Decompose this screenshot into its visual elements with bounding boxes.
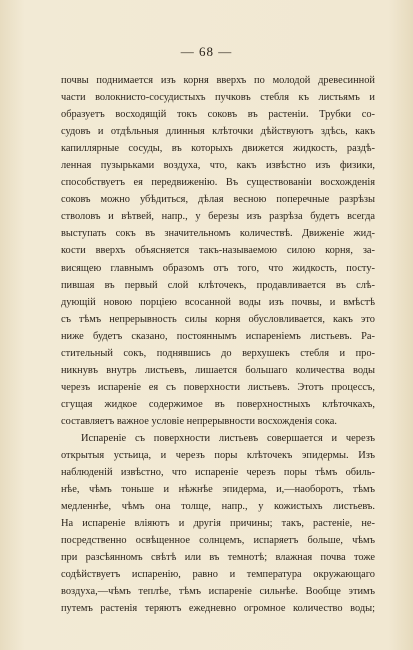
text-line: стволовъ и вѣтвей, напр., у березы изъ разрѣза будетъ всегда — [61, 211, 375, 223]
text-line: воздуха,—чѣмъ теплѣе, тѣмъ испареніе сильнѣе. Вообще этимъ — [61, 586, 375, 598]
text-line: почвы поднимается изъ корня вверхъ по молодой древесинной — [61, 75, 375, 86]
text-line: открытыя устьица, и черезъ поры клѣточекъ эпидермы. Изъ — [61, 450, 375, 462]
text-line: содѣйствуетъ испаренію, равно и температура окружающаго — [61, 569, 375, 581]
text-line: судовъ и отдѣльныя длинныя клѣточки дѣйствуютъ здѣсь, какъ — [61, 126, 375, 138]
text-line: висящею главнымъ образомъ отъ того, что жидкость, посту- — [61, 262, 375, 274]
paragraph-1 — [61, 72, 375, 430]
text-line: съ тѣмъ непрерывность силы корня обусловливается, какъ это — [61, 313, 375, 325]
text-line: На испареніе вліяютъ и другія причины; такъ, растеніе, не- — [61, 518, 375, 530]
text-line: пившая въ первый слой клѣточекъ, продавливается въ слѣ- — [61, 279, 375, 291]
body-text — [61, 72, 375, 618]
text-line: соковъ можно убѣдиться, дѣлая весною поперечные разрѣзы — [61, 194, 375, 206]
text-line: сгущая жидкое содержимое въ поверхностныхъ клѣточкахъ, — [61, 398, 375, 410]
text-line: части волокнисто-сосудистыхъ пучковъ стебля къ листьямъ и — [61, 92, 375, 104]
text-line: стительный сокъ, поднявшись до верхушекъ стебля и про- — [61, 347, 375, 359]
text-line: способствуетъ ея передвиженію. Въ существованіи восхожденія — [61, 177, 375, 189]
page-number: — 68 — — [180, 44, 233, 59]
text-line: нѣе, чѣмъ тоньше и нѣжнѣе эпидерма, и,—наоборотъ, тѣмъ — [61, 484, 375, 496]
text-line: кости вверхъ объясняется такъ-называемою силою корня, за- — [61, 245, 375, 257]
text-line: капиллярные сосуды, въ которыхъ движется жидкость, раздѣ- — [61, 143, 375, 155]
text-line: при разсѣянномъ свѣтѣ или въ темнотѣ; влажная почва тоже — [61, 552, 375, 564]
text-line: ленная пузырьками воздуха, что, какъ извѣстно изъ физики, — [61, 160, 375, 172]
text-line: образуетъ восходящій токъ соковъ въ растеніи. Трубки со- — [61, 109, 375, 121]
text-line: медленнѣе, чѣмъ она толще, напр., у кожистыхъ листьевъ. — [61, 501, 375, 513]
paragraph-2 — [61, 430, 375, 618]
text-line: выступать сокъ въ значительномъ количествѣ. Движеніе жид- — [61, 228, 375, 240]
text-line: путемъ растенія теряютъ ежедневно огромное количество воды; — [61, 603, 375, 615]
text-line: черезъ испареніе ея съ поверхности листьевъ. Этотъ процессъ, — [61, 381, 375, 393]
text-line: посредственно освѣщенное солнцемъ, испаряетъ больше, чѣмъ — [61, 535, 375, 547]
text-line: дующій новою порціею всосанной воды изъ почвы, и вмѣстѣ — [61, 296, 375, 308]
text-line: составляетъ важное условіе непрерывности восхожденія сока. — [61, 415, 337, 427]
text-line: Испареніе съ поверхности листьевъ совершается и черезъ — [81, 432, 375, 444]
text-line: никнувъ внутрь листьевъ, лишается большаго количества воды — [61, 364, 375, 376]
text-line: наблюденій извѣстно, что испареніе черезъ поры тѣмъ обиль- — [61, 467, 375, 479]
text-line: ниже будетъ сказано, постояннымъ испареніемъ листьевъ. Ра- — [61, 330, 375, 342]
